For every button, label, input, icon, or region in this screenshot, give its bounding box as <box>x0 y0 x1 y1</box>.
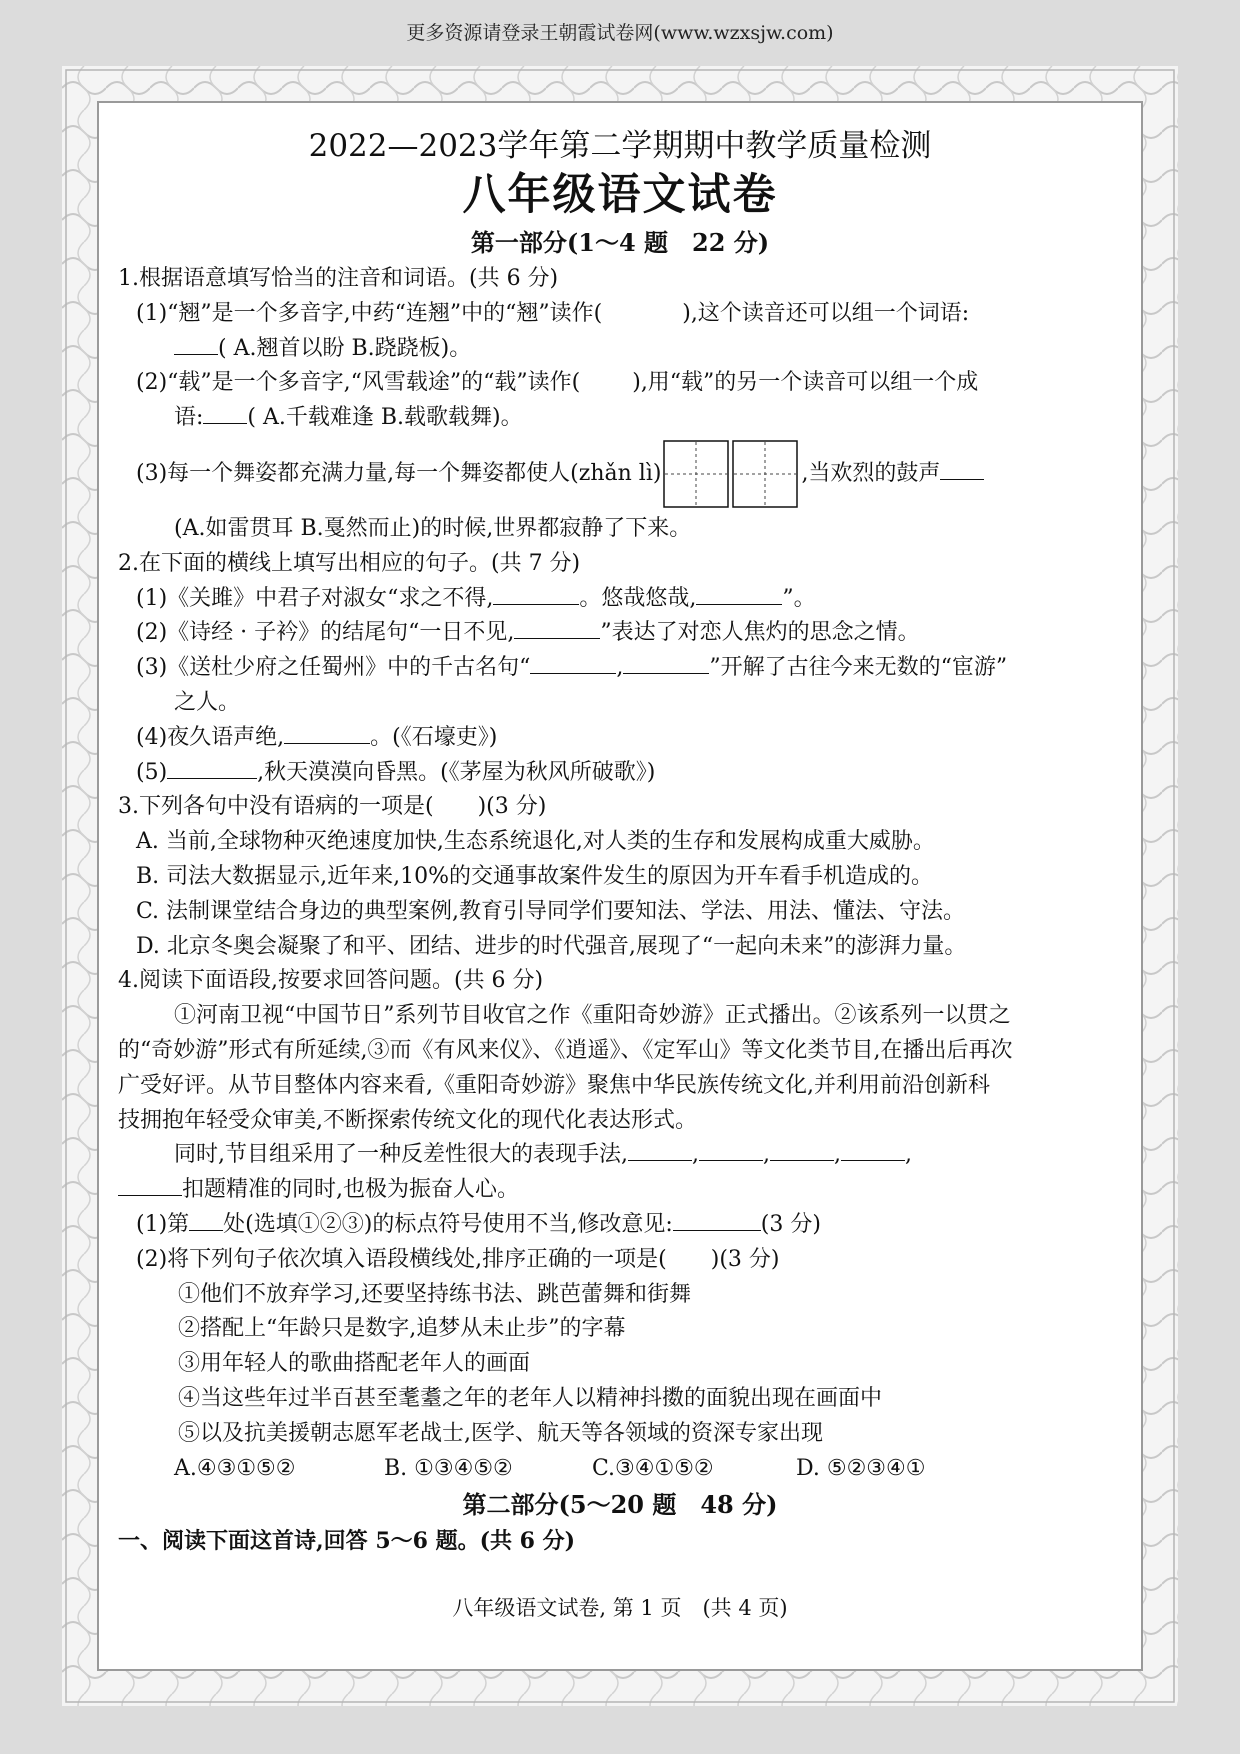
answer-blank[interactable] <box>493 582 579 605</box>
part2-subheading: 一、阅读下面这首诗,回答 5～6 题。(共 6 分) <box>118 1528 576 1555</box>
q4-passage-line5: 同时,节目组采用了一种反差性很大的表现手法, , , , , <box>118 1138 1122 1173</box>
answer-blank[interactable] <box>628 1138 692 1161</box>
q3-stem: 3.下列各句中没有语病的一项是( )(3 分) <box>118 794 547 820</box>
q2-sub3-line1: (3)《送杜少府之任蜀州》中的千古名句“ , ”开解了古往今来无数的“宦游” <box>118 651 1122 686</box>
answer-blank[interactable] <box>940 457 984 480</box>
answer-blank[interactable] <box>696 582 782 605</box>
q4-sub2: (2)将下列句子依次填入语段横线处,排序正确的一项是( )(3 分) <box>136 1246 780 1272</box>
q2-sub3-line2: 之人。 <box>174 689 241 715</box>
answer-blank[interactable] <box>167 756 257 779</box>
q4-option-c: C.③④①⑤② <box>592 1455 714 1481</box>
q1-sub2-line2: 语: ( A.千载难逢 B.载歌载舞)。 <box>118 401 1122 436</box>
q1-sub1-line1: (1)“翘”是一个多音字,中药“连翘”中的“翘”读作( ),这个读音还可以组一个词语: <box>136 300 970 326</box>
part2-heading: 第二部分(5～20 题 48 分) <box>462 1490 778 1520</box>
answer-blank[interactable] <box>203 401 247 424</box>
q4-item-2: ②搭配上“年龄只是数字,追梦从未止步”的字幕 <box>178 1316 626 1342</box>
q4-sub1: (1)第 处(选填①②③)的标点符号使用不当,修改意见: (3 分) <box>118 1208 1122 1243</box>
q2-sub4: (4)夜久语声绝, 。(《石壕吏》) <box>118 721 1122 756</box>
q4-option-d: D. ⑤②③④① <box>796 1455 926 1481</box>
q4-item-1: ①他们不放弃学习,还要坚持练书法、跳芭蕾舞和街舞 <box>178 1281 691 1307</box>
q2-sub2: (2)《诗经 · 子衿》的结尾句“一日不见, ”表达了对恋人焦灼的思念之情。 <box>118 616 1122 651</box>
answer-blank[interactable] <box>770 1138 834 1161</box>
exam-title: 2022—2023学年第二学期期中教学质量检测 <box>308 128 932 164</box>
q4-item-3: ③用年轻人的歌曲搭配老年人的画面 <box>178 1351 531 1377</box>
q4-options <box>118 1452 1122 1487</box>
q4-passage-line4: 技拥抱年轻受众审美,不断探索传统文化的现代化表达形式。 <box>118 1107 697 1133</box>
q4-passage-line2: 的“奇妙游”形式有所延续,③而《有风来仪》、《逍遥》、《定军山》等文化类节目,在播出后再次 <box>118 1037 1013 1063</box>
q2-stem: 2.在下面的横线上填写出相应的句子。(共 7 分) <box>118 550 581 576</box>
q4-passage-line1: ①河南卫视“中国节日”系列节目收官之作《重阳奇妙游》正式播出。②该系列一以贯之 <box>174 1003 1011 1029</box>
answer-blank[interactable] <box>174 332 218 355</box>
q2-sub5: (5) ,秋天漠漠向昏黑。(《茅屋为秋风所破歌》) <box>118 756 1122 791</box>
answer-blank[interactable] <box>514 616 600 639</box>
page-footer: 八年级语文试卷, 第 1 页 (共 4 页) <box>452 1596 788 1620</box>
q4-item-5: ⑤以及抗美援朝志愿军老战士,医学、航天等各领域的资深专家出现 <box>178 1420 823 1446</box>
exam-content <box>118 126 1122 1559</box>
q1-sub1-line2: ( A.翘首以盼 B.跷跷板)。 <box>118 332 1122 367</box>
answer-blank[interactable] <box>673 1208 761 1231</box>
answer-blank[interactable] <box>623 651 709 674</box>
q4-stem: 4.阅读下面语段,按要求回答问题。(共 6 分) <box>118 968 544 994</box>
answer-blank[interactable] <box>189 1208 223 1231</box>
watermark-text: 更多资源请登录王朝霞试卷网(www.wzxsjw.com) <box>406 22 834 44</box>
answer-blank[interactable] <box>530 651 616 674</box>
q4-item-4: ④当这些年过半百甚至耄耋之年的老年人以精神抖擞的面貌出现在画面中 <box>178 1385 883 1411</box>
character-grid[interactable] <box>663 440 799 508</box>
q3-option-c: C. 法制课堂结合身边的典型案例,教育引导同学们要知法、学法、用法、懂法、守法。 <box>136 898 966 924</box>
answer-blank[interactable] <box>284 721 370 744</box>
q4-passage-line6: 扣题精准的同时,也极为振奋人心。 <box>118 1173 1122 1208</box>
paper-title: 八年级语文试卷 <box>462 170 778 220</box>
answer-blank[interactable] <box>118 1173 182 1196</box>
answer-blank[interactable] <box>841 1138 905 1161</box>
q4-option-a: A.④③①⑤② <box>174 1455 296 1481</box>
exam-paper <box>62 66 1178 1706</box>
q4-passage-line3: 广受好评。从节目整体内容来看,《重阳奇妙游》聚焦中华民族传统文化,并利用前沿创新科 <box>118 1072 990 1098</box>
q3-option-b: B. 司法大数据显示,近年来,10%的交通事故案件发生的原因为开车看手机造成的。 <box>136 863 934 889</box>
q2-sub1: (1)《关雎》中君子对淑女“求之不得, 。悠哉悠哉, ”。 <box>118 582 1122 617</box>
q3-option-d: D. 北京冬奥会凝聚了和平、团结、进步的时代强音,展现了“一起向未来”的澎湃力量。 <box>136 933 967 959</box>
q1-stem: 1.根据语意填写恰当的注音和词语。(共 6 分) <box>118 266 559 291</box>
answer-blank[interactable] <box>699 1138 763 1161</box>
q1-sub3-line1: (3)每一个舞姿都充满力量,每一个舞姿都使人(zhǎn lì) ,当欢烈的鼓声 <box>118 436 1122 512</box>
q4-option-b: B. ①③④⑤② <box>384 1455 513 1481</box>
part1-heading: 第一部分(1～4 题 22 分) <box>470 228 770 257</box>
q3-option-a: A. 当前,全球物种灭绝速度加快,生态系统退化,对人类的生存和发展构成重大威胁。 <box>136 829 935 855</box>
q1-sub2-line1: (2)“载”是一个多音字,“风雪载途”的“载”读作( ),用“载”的另一个读音可以组一个成 <box>136 370 979 396</box>
q1-sub3-line2: (A.如雷贯耳 B.戛然而止)的时候,世界都寂静了下来。 <box>174 515 692 541</box>
